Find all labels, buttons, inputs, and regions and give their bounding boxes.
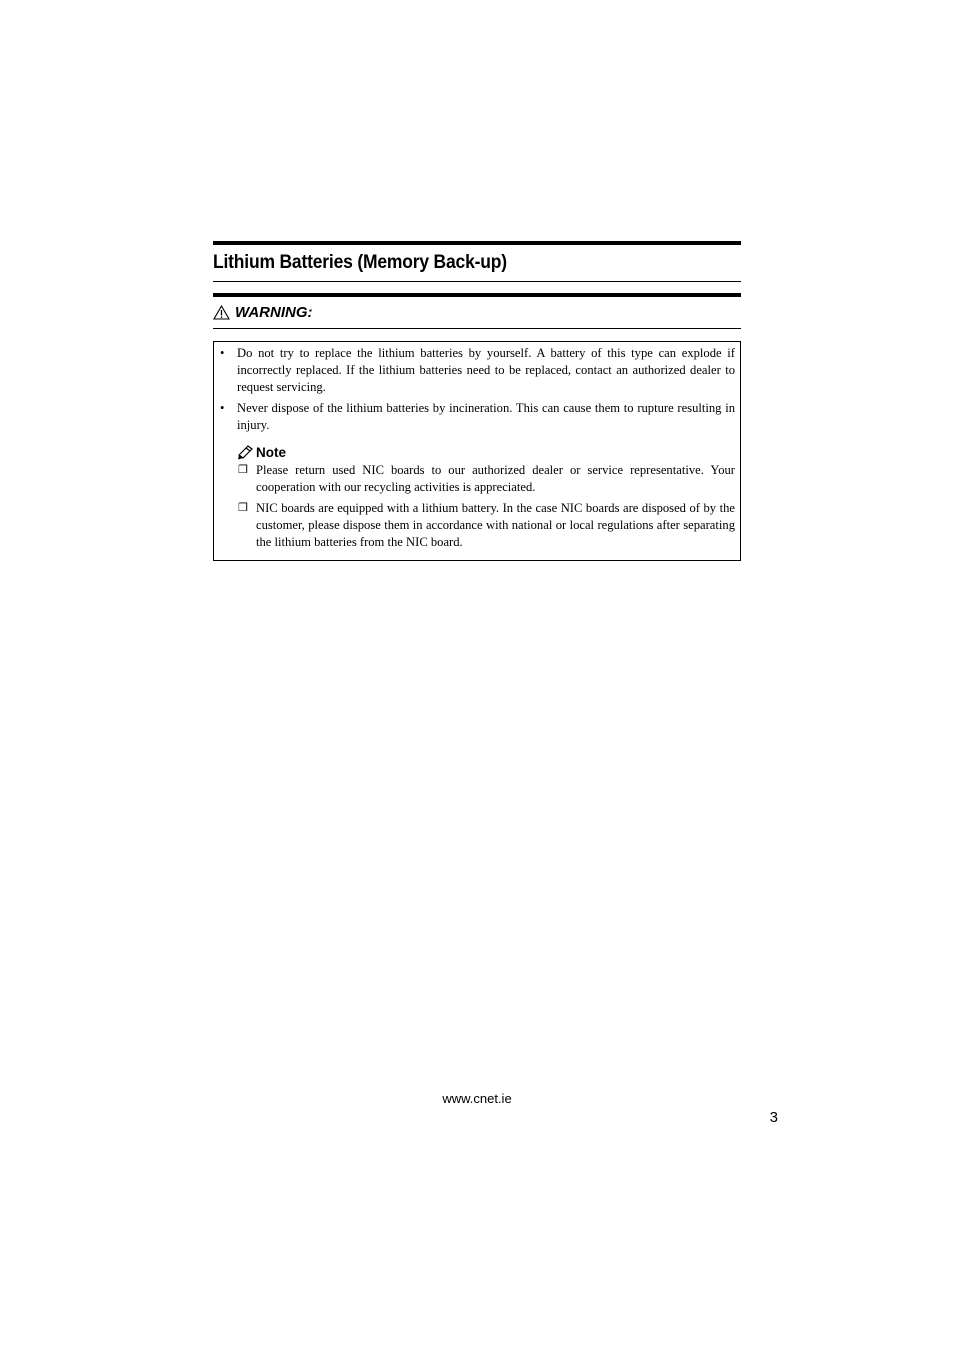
note-list [219,462,735,551]
pencil-icon [237,445,253,460]
warning-box [213,341,741,561]
note-label: Note [256,444,286,460]
note-header [237,443,735,461]
lithium-batteries-section [213,241,741,561]
bullet-icon: • [220,346,225,360]
list-item [219,500,735,551]
bullet-icon: • [220,401,225,415]
list-item [219,345,735,396]
warning-item-text: Do not try to replace the lithium batteries by yourself. A battery of this type can explode if incorrectly replaced. If the lithium batteries need to be replaced, contact an authorized dealer to request servicing. [237,346,735,394]
list-item [219,462,735,496]
warning-triangle-icon [213,305,230,320]
warning-list [219,345,735,434]
list-item [219,400,735,434]
note-item-text: Please return used NIC boards to our authorized dealer or service representative. Your cooperation with our recycling activities is appreciated. [256,463,735,494]
page-number: 3 [769,1109,778,1126]
warning-item-text: Never dispose of the lithium batteries by incineration. This can cause them to rupture resulting in injury. [237,401,735,432]
section-title: Lithium Batteries (Memory Back-up) [213,252,507,273]
warning-bottom-rule [213,328,741,329]
warning-label: WARNING: [235,304,313,321]
footer-url: www.cnet.ie [442,1091,512,1106]
checkbox-square-icon: ❒ [238,464,248,476]
warning-header [213,297,741,328]
checkbox-square-icon: ❒ [238,502,248,514]
note-item-text: NIC boards are equipped with a lithium battery. In the case NIC boards are disposed of by the customer, please dispose them in accordance with national or local regulations after separating the lithium batteries from the NIC board. [256,501,735,549]
